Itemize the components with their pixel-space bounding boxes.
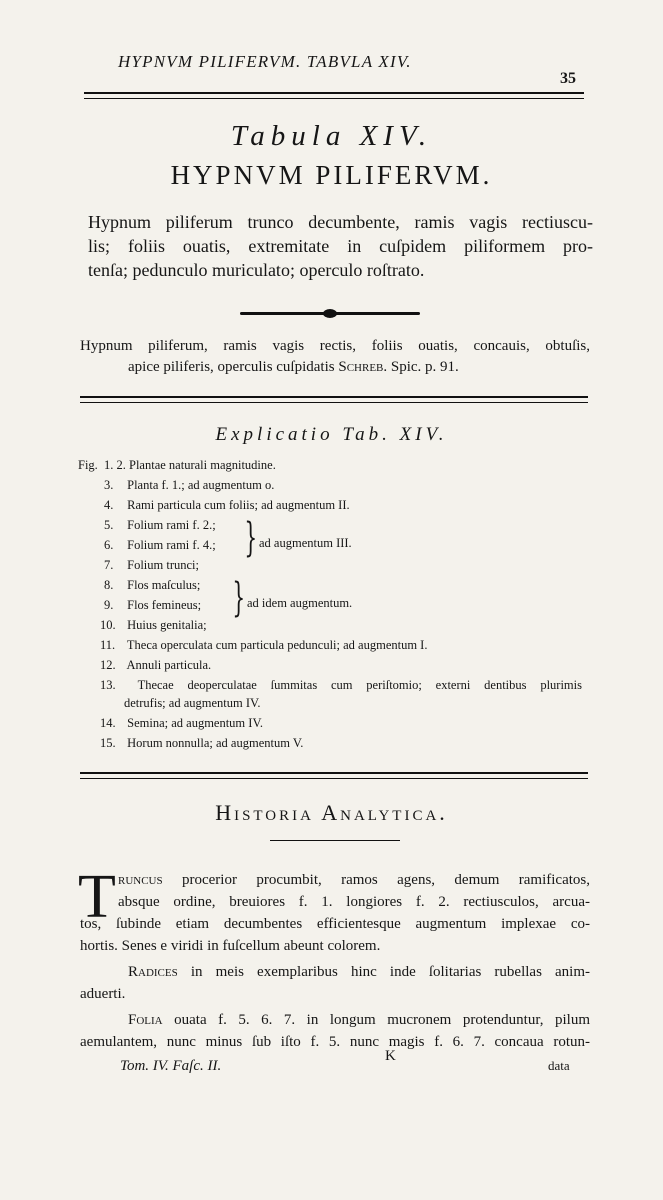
explicatio-heading: Explicatio Tab. XIV.: [215, 424, 448, 445]
synonym: [80, 336, 590, 378]
figure-item: 7. Folium trunci;: [104, 558, 199, 572]
running-head: HYPNVM PILIFERVM. TABVLA XIV.: [118, 52, 412, 71]
figure-item: 14. Semina; ad augmentum IV.: [100, 716, 263, 730]
figure-item: 6. Folium rami f. 4.;: [104, 538, 216, 552]
volume-line: Tom. IV. Faſc. II.: [120, 1058, 222, 1074]
fig-prefix: Fig.: [78, 458, 98, 472]
figure-item: Fig. 1. 2. Plantae naturali magnitudine.: [78, 458, 276, 472]
text-line: aemulantem, nunc minus ſub iſto f. 5. nunc magis f. 6. 7. concaua rotun-: [80, 1034, 590, 1050]
figure-item: 11. Theca operculata cum particula pedunculi; ad augmentum I.: [100, 638, 428, 652]
figure-item-continued: detrufis; ad augmentum IV.: [124, 696, 261, 710]
text-line: Radices in meis exemplaribus hinc inde ſolitarias rubellas anim-: [128, 964, 590, 980]
figure-item: 9. Flos femineus;: [104, 598, 202, 612]
section-rule: [80, 772, 588, 779]
text-line: runcus procerior procumbit, ramos agens, demum ramificatos,: [118, 872, 590, 888]
figure-item: 8. Flos maſculus;: [104, 578, 201, 592]
author-abbreviation: Schreb.: [338, 359, 388, 375]
group-label: ad augmentum III.: [259, 536, 352, 550]
species-title: HYPNVM PILIFERVM.: [170, 160, 493, 190]
historia-heading: Historia Analytica.: [215, 800, 448, 825]
figure-item: 15. Horum nonnulla; ad augmentum V.: [100, 736, 304, 750]
tabula-heading: Tabula XIV.: [230, 120, 433, 152]
synonym-line: Hypnum piliferum, ramis vagis rectis, foliis ouatis, concauis, obtuſis,: [80, 338, 590, 354]
text-line: tos, ſubinde etiam decumbentes efficientesque augmentum implexae co-: [80, 916, 590, 932]
synonym-line: apice piliferis, operculis cuſpidatis Schreb. Spic. p. 91.: [128, 359, 459, 375]
text-line: hortis. Senes e viridi in fuſcellum abeunt colorem.: [80, 938, 381, 954]
figure-item: 12. Annuli particula.: [100, 658, 212, 672]
text-line: aduerti.: [80, 986, 126, 1002]
short-rule: [270, 840, 400, 841]
diagnosis-line: lis; foliis ouatis, extremitate in cuſpidem piliformem pro-: [88, 236, 593, 256]
text-line: absque ordine, breuiores f. 1. longiores f. 2. rectiusculos, arcua-: [118, 894, 590, 910]
section-rule: [80, 396, 588, 403]
diagnosis-line: Hypnum piliferum trunco decumbente, ramis vagis rectiuscu-: [88, 212, 593, 232]
signature-mark: K: [385, 1048, 396, 1064]
group-label: ad idem augmentum.: [247, 596, 353, 610]
figure-item: 3. Planta f. 1.; ad augmentum o.: [104, 478, 275, 492]
diagnosis-line: tenſa; pedunculo muriculato; operculo roſtrato.: [88, 260, 425, 280]
text-line: Folia ouata f. 5. 6. 7. in longum mucronem protenduntur, pilum: [128, 1012, 590, 1028]
figure-item: 13. Thecae deoperculatae ſummitas cum periſtomio; externi dentibus plurimis: [100, 678, 582, 692]
brace-glyph: }: [244, 515, 258, 561]
catchword: data: [548, 1058, 570, 1073]
figure-item: 4. Rami particula cum foliis; ad augmentum II.: [104, 498, 350, 512]
page-number: 35: [560, 70, 576, 87]
figure-item: 10. Huius genitalia;: [100, 618, 207, 632]
header-rule: [84, 92, 584, 99]
drop-cap: T: [78, 863, 116, 931]
diagnosis: [88, 210, 593, 282]
brace-glyph: }: [232, 575, 246, 621]
figure-item: 5. Folium rami f. 2.;: [104, 518, 216, 532]
ornament-rule: [240, 312, 420, 315]
